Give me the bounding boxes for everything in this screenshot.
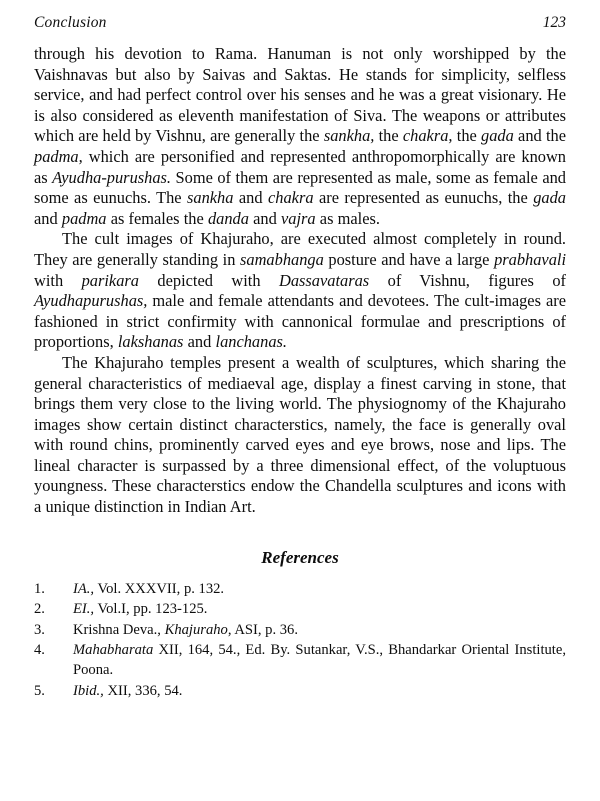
reference-detail: XII, 164, 54., Ed. By. Sutankar, V.S., Bhandarkar Oriental Institute, Poona. [73, 642, 566, 679]
reference-source-title: Ibid., [73, 682, 104, 699]
reference-text [73, 621, 566, 641]
reference-source-title: Khajuraho [164, 621, 228, 638]
term-ayudha-purushas: Ayudha-purushas. [52, 167, 172, 187]
reference-item [34, 682, 566, 702]
term-vajra: vajra [280, 208, 316, 228]
reference-text [73, 682, 566, 702]
reference-item [34, 621, 566, 641]
reference-author: Krishna Deva., [73, 621, 165, 638]
references-heading: References [261, 547, 339, 567]
reference-number: 1. [34, 580, 45, 597]
reference-item [34, 600, 566, 620]
body-paragraph-2: The cult images of Khajuraho, are executed almost completely in round. They are generally standing in samabhanga posture and have a large prabhavali with parikara depicted with Dassavataras of Vishnu, figures of Ayudhapurushas, male and female attendants and devotees. The cult-images are fashioned in strict confirmity with cannonical formulae and prescriptions of proportions, lakshanas and lanchanas. [34, 229, 566, 352]
reference-number: 5. [34, 682, 45, 699]
term-sankha: sankha, [323, 126, 375, 146]
references-list [34, 580, 566, 702]
reference-detail: XII, 336, 54. [103, 682, 183, 699]
term-dassavataras: Dassavataras [279, 270, 370, 290]
reference-detail: , ASI, p. 36. [227, 621, 298, 638]
reference-detail: Vol.I, pp. 123-125. [94, 601, 208, 618]
reference-item [34, 580, 566, 600]
term-prabhavali: prabhavali [494, 249, 566, 269]
reference-source-title: IA., [73, 580, 95, 597]
term-gada-2: gada [533, 188, 566, 208]
reference-source-title: Mahabharata [73, 642, 154, 659]
body-paragraph-1: through his devotion to Rama. Hanuman is not only worshipped by the Vaishnavas but also by Saivas and Saktas. He stands for simplicity, selfless service, and had perfect control over his senses and he was a great visionary. He is also considered as eleventh manifestation of Siva. The weapons or attributes which are held by Vishnu, are generally the sankha, the chakra, the gada and the padma, which are personified and represented anthropomorphically are known as Ayudha-purushas. Some of them are represented as male, some as female and some as eunuchs. The sankha and chakra are represented as eunuchs, the gada and padma as females the danda and vajra as males. [34, 44, 566, 228]
reference-item [34, 641, 566, 680]
term-lakshanas: lakshanas [117, 332, 184, 352]
term-chakra-2: chakra [268, 188, 314, 208]
chapter-title: Conclusion [34, 14, 107, 31]
reference-number: 4. [34, 642, 45, 659]
term-sankha-2: sankha [187, 188, 234, 208]
term-gada: gada [481, 126, 514, 146]
reference-number: 3. [34, 621, 45, 638]
term-samabhanga: samabhanga [240, 249, 324, 269]
body-paragraph-3: The Khajuraho temples present a wealth of sculptures, which sharing the general characteristics of mediaeval age, display a finest carving in stone, that brings them very close to the living world. The physiognomy of the Khajuraho images show certain distinct characterstics, namely, the face is generally oval with round chins, prominently carved eyes and eye brows, nose and lips. The lineal character is surpassed by a three dimensional effect, of the voluptuous youngness. These characterstics endow the Chandella sculptures and icons with a unique distinction in Indian Art. [34, 352, 566, 517]
reference-text [73, 600, 566, 620]
term-danda: danda [207, 208, 249, 228]
page-number: 123 [542, 14, 566, 31]
term-chakra: chakra, [402, 126, 453, 146]
reference-detail: Vol. XXXVII, p. 132. [94, 580, 225, 597]
term-padma: padma, [34, 146, 83, 166]
body-text-column [34, 44, 566, 702]
reference-source-title: EI., [73, 601, 95, 618]
term-lanchanas: lanchanas. [215, 332, 287, 352]
term-ayudhapurushas: Ayudhapurushas, [34, 291, 148, 311]
reference-number: 2. [34, 601, 45, 618]
term-padma-2: padma [61, 208, 107, 228]
reference-text [73, 580, 566, 600]
running-head [34, 14, 566, 36]
term-parikara: parikara [81, 270, 139, 290]
reference-text [73, 641, 566, 680]
